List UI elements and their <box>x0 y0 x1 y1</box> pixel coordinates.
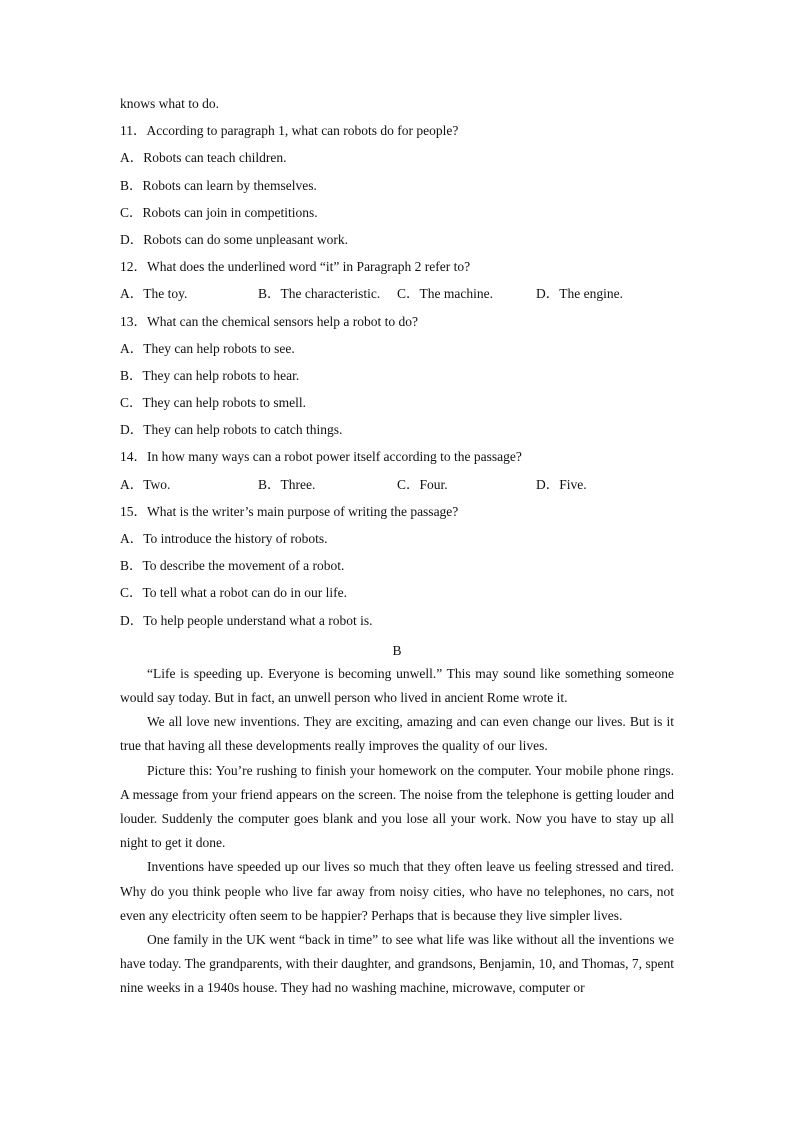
question-15-option-c: C．To tell what a robot can do in our life. <box>120 585 348 601</box>
question-11-option-c: C．Robots can join in competitions. <box>120 204 318 220</box>
question-13-option-a: A．They can help robots to see. <box>120 340 295 356</box>
question-15-stem: 15．What is the writer’s main purpose of writing the passage? <box>120 503 459 519</box>
question-15-option-a: A．To introduce the history of robots. <box>120 531 328 546</box>
question-11-stem: 11．According to paragraph 1, what can robots do for people? <box>120 123 459 139</box>
passage-title: B <box>392 642 402 658</box>
question-11-option-d: D．Robots can do some unpleasant work. <box>120 231 348 247</box>
question-13-stem: 13．What can the chemical sensors help a robot to do? <box>120 313 419 329</box>
question-11-option-b: B．Robots can learn by themselves. <box>120 177 317 193</box>
passage-paragraph-1: “Life is speeding up. Everyone is becoming unwell.” This may sound like something someone would say today. But in fact, an unwell person who lived in ancient Rome wrote it. <box>120 665 674 705</box>
question-11-option-a: A．Robots can teach children. <box>120 150 287 166</box>
passage-paragraph-4: Inventions have speeded up our lives so much that they often leave us feeling stressed and tired. Why do you think people who live far away from noisy cities, who have no telephones, no cars, not even any electricity often seem to be happier? Perhaps that is because they live simpler lives. <box>120 859 674 923</box>
question-14-option-d: D．Five. <box>536 476 587 492</box>
passage-paragraph-2: We all love new inventions. They are exciting, amazing and can even change our lives. But is it true that having all these developments really improves the quality of our lives. <box>120 714 674 754</box>
question-13-option-c: C．They can help robots to smell. <box>120 395 306 411</box>
question-14-option-a: A．Two. <box>120 476 171 492</box>
question-12-options <box>120 284 674 311</box>
question-14-options <box>120 475 674 502</box>
question-12-option-a: A．The toy. <box>120 286 188 302</box>
question-15-option-b: B．To describe the movement of a robot. <box>120 558 345 574</box>
question-12-option-d: D．The engine. <box>536 286 623 302</box>
question-14-stem: 14．In how many ways can a robot power itself according to the passage? <box>120 449 522 465</box>
question-12-stem: 12．What does the underlined word “it” in Paragraph 2 refer to? <box>120 259 471 275</box>
question-12-option-c: C．The machine. <box>397 286 493 302</box>
continued-text: knows what to do. <box>120 96 219 111</box>
question-14-option-c: C．Four. <box>397 476 448 492</box>
question-14-option-b: B．Three. <box>258 476 316 492</box>
question-13-option-b: B．They can help robots to hear. <box>120 367 300 383</box>
passage-paragraph-5: One family in the UK went “back in time” to see what life was like without all the inventions we have today. The grandparents, with their daughter, and grandsons, Benjamin, 10, and Thomas, 7, spent nine weeks in a 1940s house. They had no washing machine, microwave, computer or <box>120 931 674 996</box>
page-content <box>120 94 674 1001</box>
passage-paragraph-3: Picture this: You’re rushing to finish your homework on the computer. Your mobile phone rings. A message from your friend appears on the screen. The noise from the telephone is getting louder and louder. Suddenly the computer goes blank and you lose all your work. Now you have to stay up all night to get it done. <box>120 762 674 851</box>
question-12-option-b: B．The characteristic. <box>258 286 381 302</box>
question-15-option-d: D．To help people understand what a robot is. <box>120 612 373 628</box>
question-13-option-d: D．They can help robots to catch things. <box>120 422 343 438</box>
